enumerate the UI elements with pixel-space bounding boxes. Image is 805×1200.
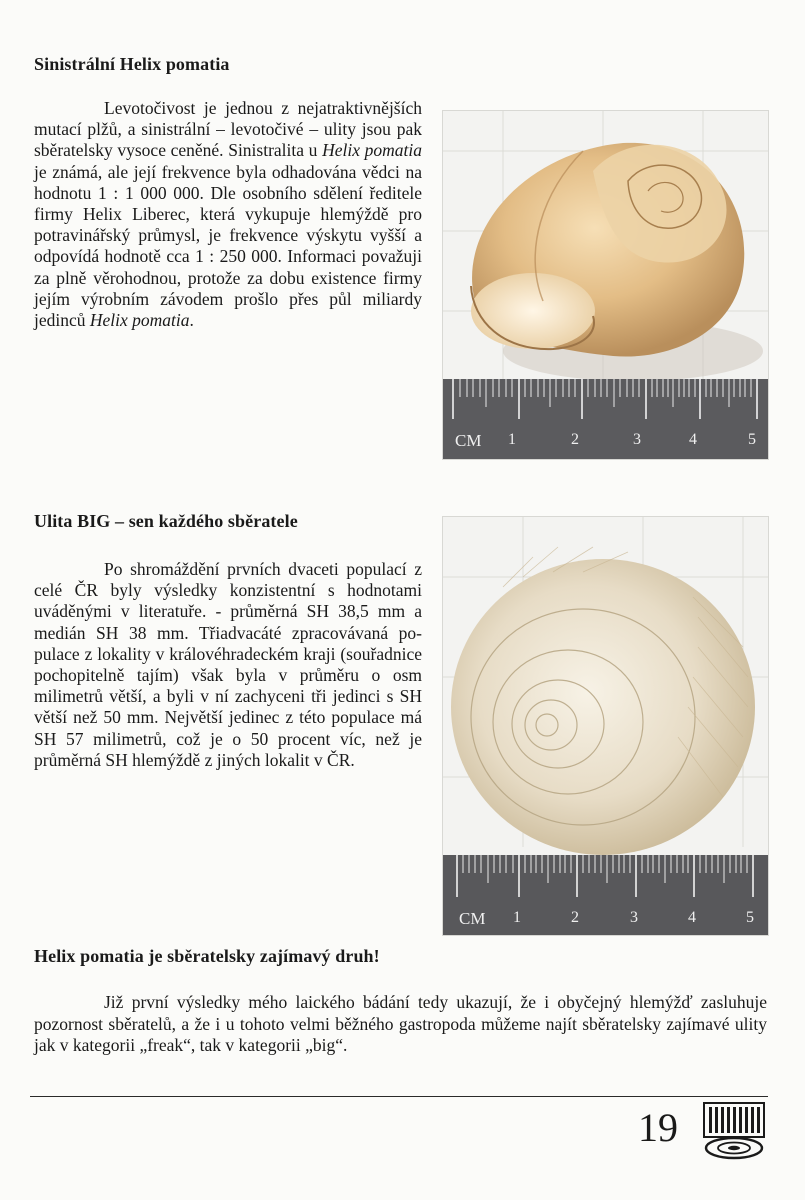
heading-big-shell: Ulita BIG – sen každého sběratele xyxy=(34,511,298,531)
heading-interesting-species: Helix pomatia je sběratelsky zajímavý druh! xyxy=(34,946,380,966)
ruler-mark-1-2: 1 xyxy=(513,909,521,926)
ruler-mark-1: 1 xyxy=(508,431,516,448)
paragraph-big-shell: Po shromáždění prvních dvaceti populací z celé ČR byly výsledky konzistentní s hodnotami uváděnými v literatuře. - průměrná SH 38,5 mm a medián SH 38 mm. Třiadvacáté zpracovávaná populace z lokality v královéhradeckém kraji (souřadnice pochopitelně tajím) však byla v průměru o osm milimetrů větší, a byli v ní zachyceni tři jedinci s SH větší než 50 mm. Největší jedinec z této populace má SH 57 milimetrů, což je o 50 procent víc, než je průměrná SH hlemýždě z jiných lokalit v ČR. xyxy=(34,559,422,770)
ruler-mark-3: 3 xyxy=(633,431,641,448)
paragraph-sinistral: Levotočivost je jednou z nejatraktivnějších mutací plžů, a sinistrální – levotočivé – ulity jsou pak sběratelsky vysoce ceněné. Sinistralita u Helix pomatia je známá, ale její frekvence byla odhadována vědci na hodnotu 1 : 1 000 000. Dle osobního sdělení ředitele firmy Helix Liberec, která vykupuje hlemýždě pro potravinářský průmysl, je frekvence výskytu vyšší a odpovídá hodnotě cca 1 : 250 000. Informaci považuji za plně věrohodnou, protože za dobu existence firmy jejím výrobním závodem prošlo přes půl miliardy jedinců Helix pomatia. xyxy=(34,98,423,331)
paragraph-conclusion: Již první výsledky mého laického bádání tedy ukazují, že i obyčejný hlemýžď zasluhuje pozornost sběratelů, a že i u tohoto velmi běžného gastropoda můžeme najít sběratelsky zajímavé ulity jak v kategorii „freak“, tak v kategorii „big“. xyxy=(34,992,767,1055)
footer-rule xyxy=(30,1096,768,1097)
ruler-mark-2: 2 xyxy=(571,431,579,448)
ruler-mark-4: 4 xyxy=(689,431,697,448)
photo-sinistral-shell xyxy=(442,110,769,460)
ruler-mark-2-2: 2 xyxy=(571,909,579,926)
ruler-unit-label: CM xyxy=(455,431,482,450)
ruler-unit-label-2: CM xyxy=(459,909,486,928)
ruler-mark-5-2: 5 xyxy=(746,909,754,926)
voluta-logo xyxy=(703,1102,765,1160)
page-number: 19 xyxy=(638,1105,678,1150)
ruler-mark-5: 5 xyxy=(748,431,756,448)
measuring-ruler-2 xyxy=(443,855,768,935)
heading-sinistral: Sinistrální Helix pomatia xyxy=(34,54,230,74)
photo-big-shell xyxy=(442,516,769,936)
ruler-mark-4-2: 4 xyxy=(688,909,696,926)
measuring-ruler xyxy=(443,379,768,459)
ruler-mark-3-2: 3 xyxy=(630,909,638,926)
